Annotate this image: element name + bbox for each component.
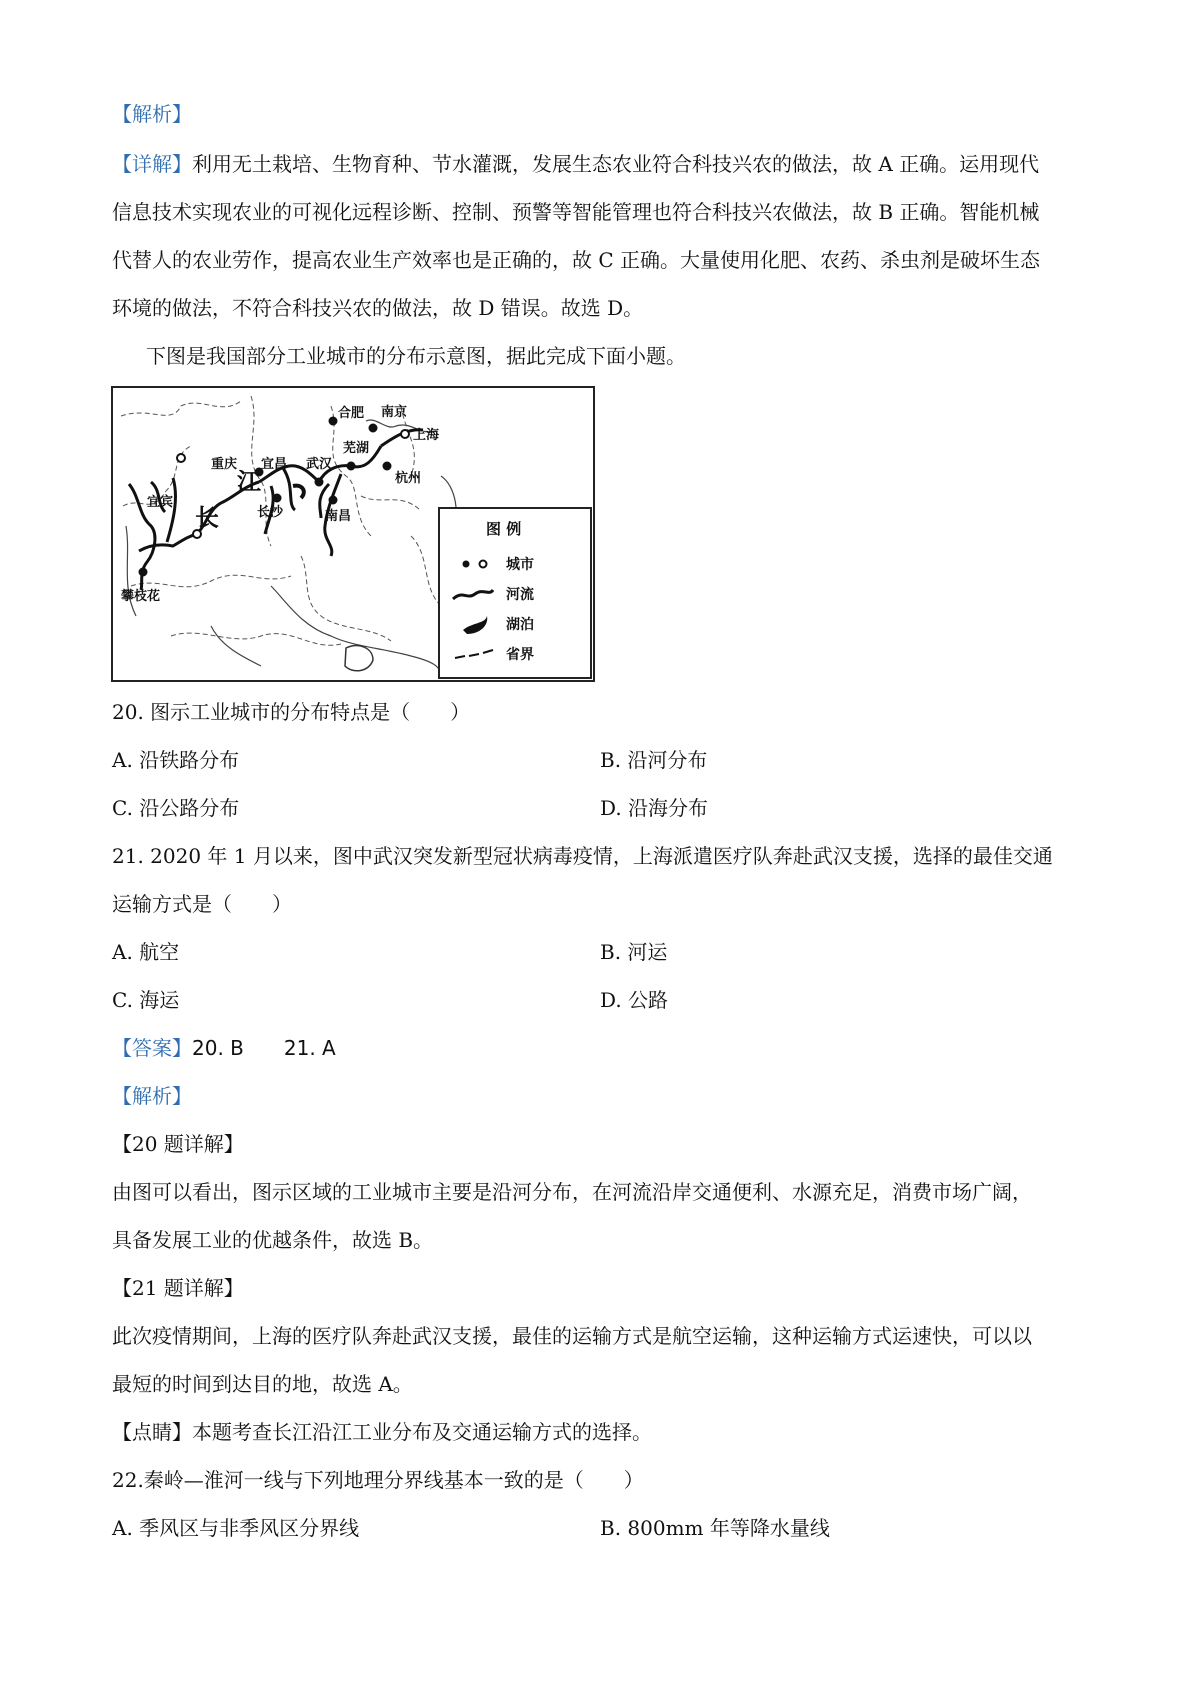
city-dot-yibin <box>177 454 185 462</box>
q20-detail-line: 具备发展工业的优越条件，故选 B。 <box>112 1228 434 1252</box>
city-label-wuhu: 芜湖 <box>343 441 370 456</box>
legend-border: 省界 <box>506 647 534 663</box>
q22-option-b: B. 800mm 年等降水量线 <box>600 1516 830 1540</box>
city-label-shanghai: 上海 <box>413 428 440 443</box>
q20-option-b: B. 沿河分布 <box>600 748 708 772</box>
city-label-hefei: 合肥 <box>338 406 365 421</box>
city-dot-nanjing <box>370 425 377 432</box>
q20-detail-heading: 【20 题详解】 <box>112 1132 244 1156</box>
city-dot-nanchang <box>330 497 337 504</box>
city-dot-panzhihua <box>140 569 147 576</box>
city-label-nanjing: 南京 <box>381 405 408 420</box>
legend-title: 图 例 <box>486 520 522 538</box>
q21-option-b: B. 河运 <box>600 940 668 964</box>
q21-option-d: D. 公路 <box>600 988 669 1012</box>
analysis-tag: 【解析】 <box>112 1084 192 1108</box>
jiexi-tag: 【解析】 <box>112 102 192 126</box>
city-label-changsha: 长沙 <box>257 505 284 520</box>
q21-detail-line: 此次疫情期间，上海的医疗队奔赴武汉支援，最佳的运输方式是航空运输，这种运输方式运速快，可以以 <box>112 1324 1032 1348</box>
city-dot-shanghai <box>401 430 409 438</box>
paragraph-line: 信息技术实现农业的可视化远程诊断、控制、预警等智能管理也符合科技兴农做法，故 B 正确。智能机械 <box>112 200 1040 224</box>
legend-lake: 湖泊 <box>506 617 534 633</box>
q20-detail-line: 由图可以看出，图示区域的工业城市主要是沿河分布，在河流沿岸交通便利、水源充足，消费市场广阔， <box>112 1180 1032 1204</box>
q20-stem: 20. 图示工业城市的分布特点是（ ） <box>112 700 471 724</box>
city-dot-hangzhou <box>384 463 391 470</box>
city-label-yibin: 宜宾 <box>147 495 174 510</box>
dianjing-tag: 【点睛】 <box>112 1420 192 1444</box>
answer-tag: 【答案】 <box>112 1036 192 1060</box>
dianjing-text: 本题考查长江沿江工业分布及交通运输方式的选择。 <box>192 1420 652 1444</box>
legend-river: 河流 <box>506 587 534 603</box>
city-dot-hefei <box>330 418 337 425</box>
intro-text: 下图是我国部分工业城市的分布示意图，据此完成下面小题。 <box>146 344 686 368</box>
xiangjie-tag: 【详解】 <box>112 152 192 176</box>
q20-option-d: D. 沿海分布 <box>600 796 709 820</box>
q20-option-c: C. 沿公路分布 <box>112 796 240 820</box>
legend-city: 城市 <box>506 557 534 573</box>
river-char-chang: 长 <box>195 504 219 532</box>
q21-option-c: C. 海运 <box>112 988 180 1012</box>
industrial-cities-map <box>111 386 595 682</box>
q21-detail-line: 最短的时间到达目的地，故选 A。 <box>112 1372 413 1396</box>
answer-line <box>112 1036 336 1060</box>
answer-21: 21. A <box>283 1036 336 1060</box>
city-label-hangzhou: 杭州 <box>395 471 422 486</box>
q22-option-a: A. 季风区与非季风区分界线 <box>112 1516 360 1540</box>
q20-option-a: A. 沿铁路分布 <box>112 748 240 772</box>
city-label-chongqing: 重庆 <box>211 457 238 472</box>
dianjing-line <box>112 1420 652 1444</box>
paragraph-line: 代替人的农业劳作，提高农业生产效率也是正确的，故 C 正确。大量使用化肥、农药、杀虫剂是破坏生态 <box>112 248 1041 272</box>
answer-20: 20. B <box>192 1036 244 1060</box>
city-dot-wuhu <box>348 463 355 470</box>
city-label-wuhan: 武汉 <box>306 457 333 472</box>
q21-detail-heading: 【21 题详解】 <box>112 1276 244 1300</box>
q21-stem-line2: 运输方式是（ ） <box>112 892 292 916</box>
q22-stem: 22.秦岭—淮河一线与下列地理分界线基本一致的是（ ） <box>112 1468 644 1492</box>
river-char-jiang: 江 <box>237 468 261 496</box>
city-label-panzhihua: 攀枝花 <box>121 589 161 604</box>
city-dot-wuhan <box>316 479 323 486</box>
map-legend <box>439 508 591 678</box>
q21-option-a: A. 航空 <box>112 940 180 964</box>
paragraph-line: 【详解】利用无土栽培、生物育种、节水灌溉，发展生态农业符合科技兴农的做法，故 A 正确。运用现代 <box>112 152 1040 176</box>
q21-stem-line1: 21. 2020 年 1 月以来，图中武汉突发新型冠状病毒疫情，上海派遣医疗队奔赴武汉支援，选择的最佳交通 <box>112 844 1053 868</box>
paragraph-line: 环境的做法，不符合科技兴农的做法，故 D 错误。故选 D。 <box>112 296 644 320</box>
city-label-yichang: 宜昌 <box>261 457 288 472</box>
city-dot-changsha <box>274 495 281 502</box>
city-label-nanchang: 南昌 <box>325 509 352 524</box>
